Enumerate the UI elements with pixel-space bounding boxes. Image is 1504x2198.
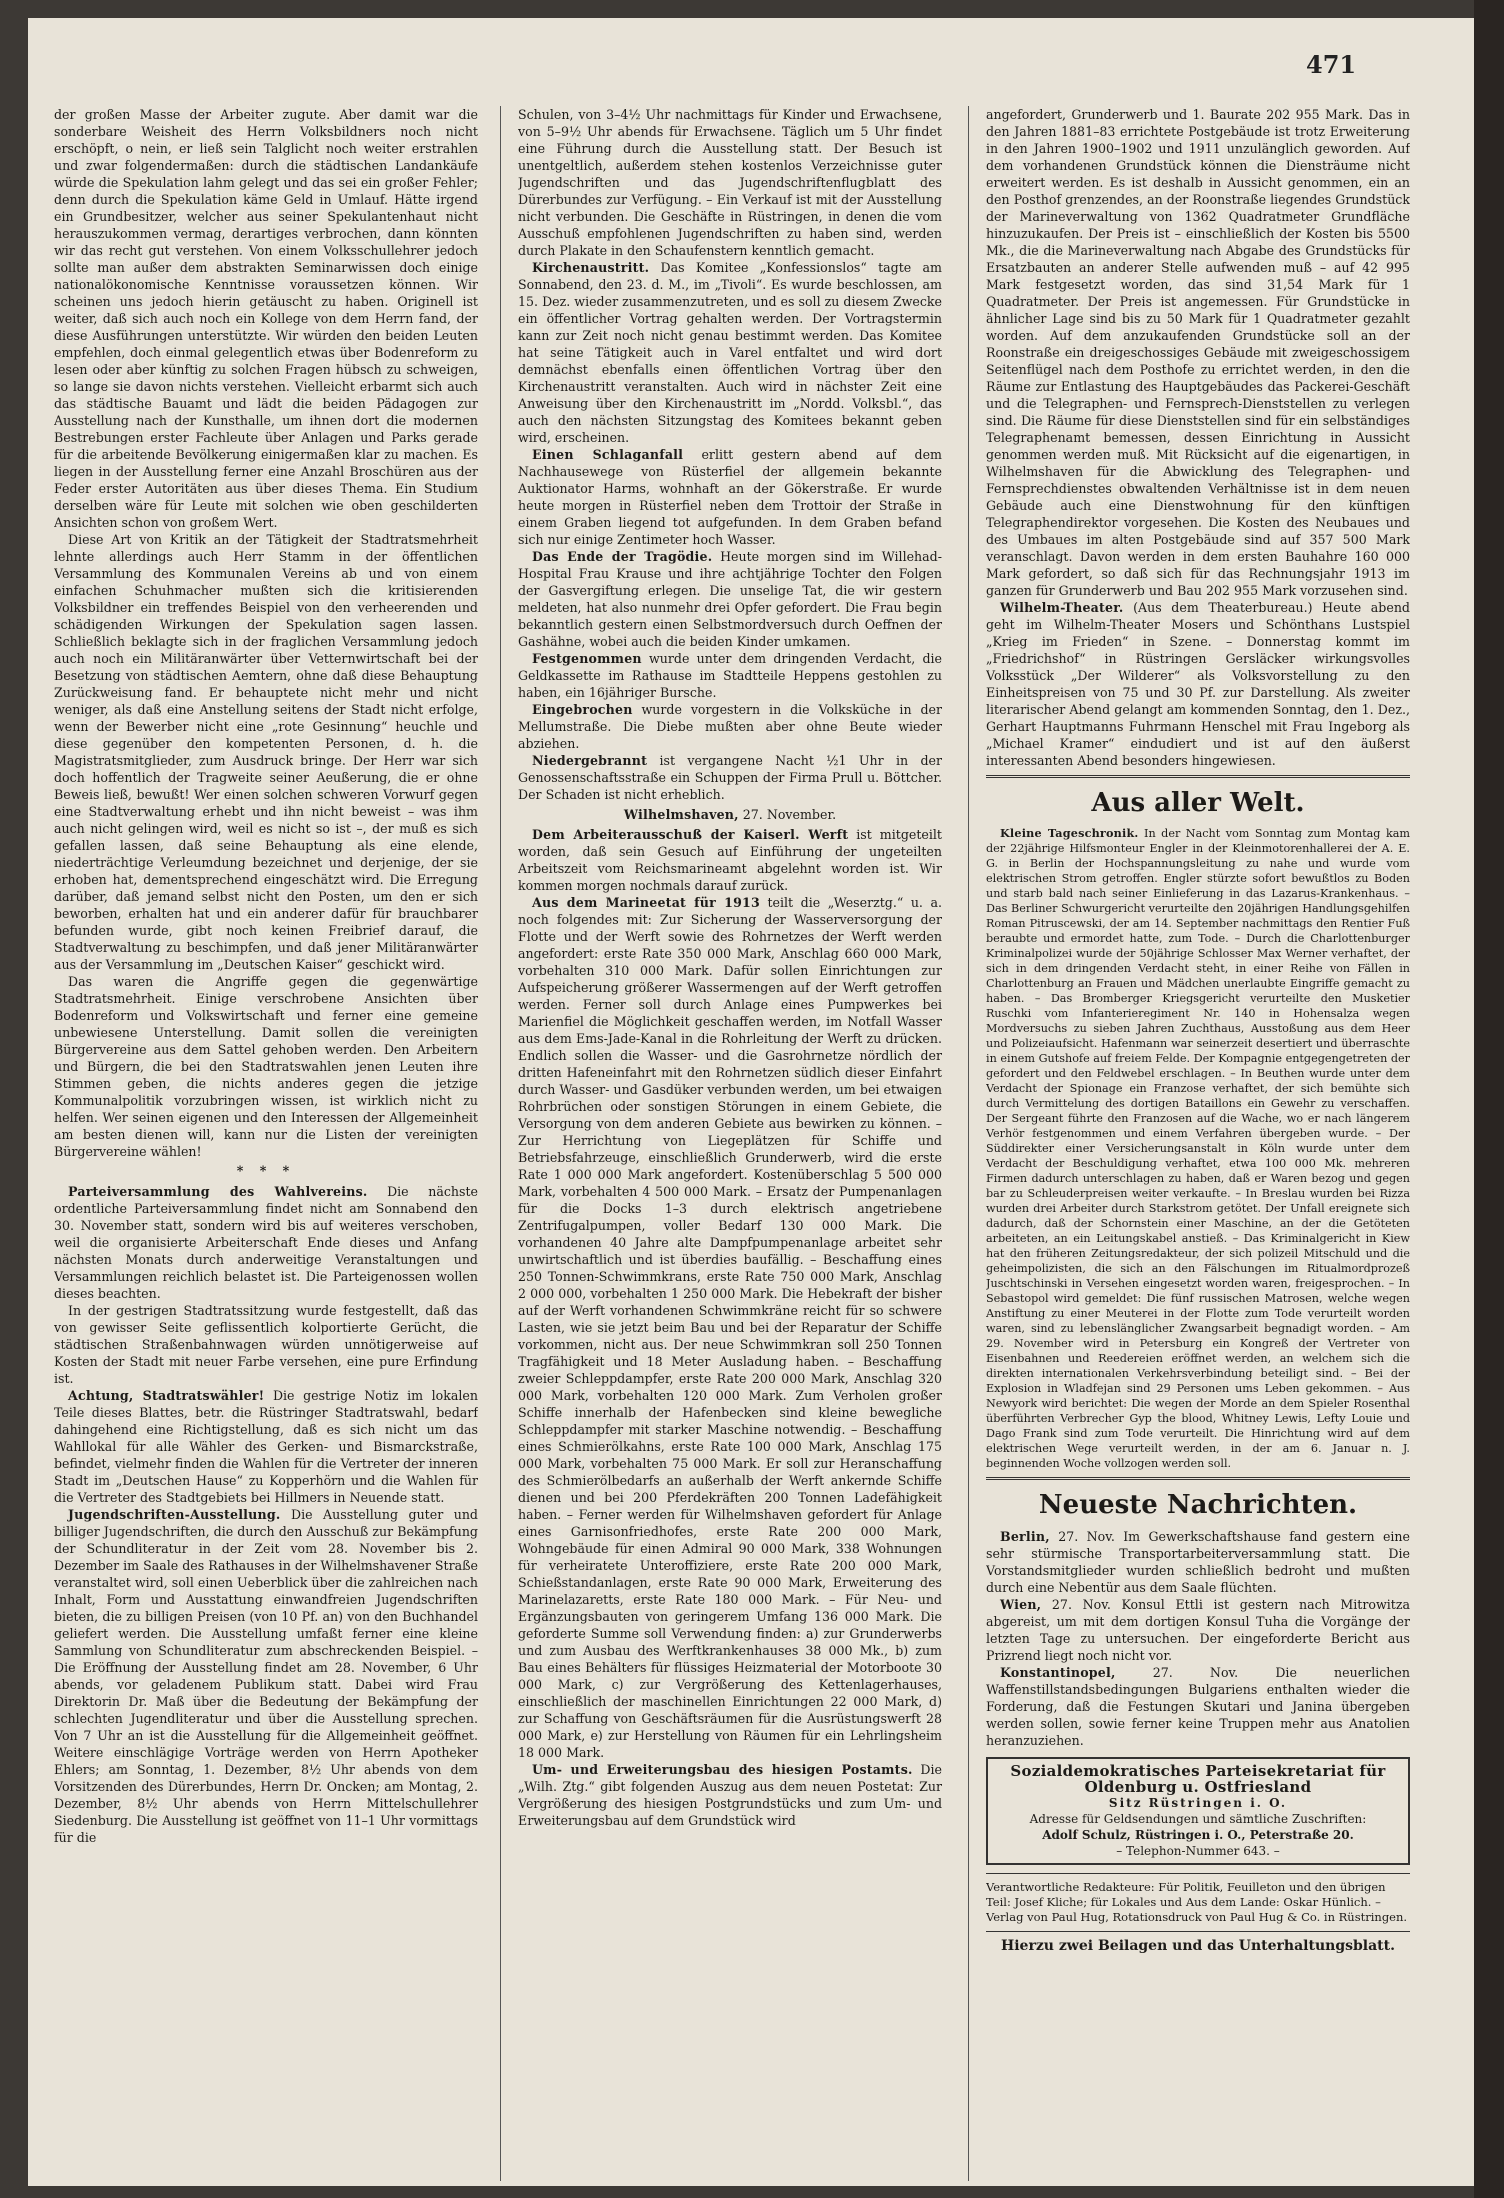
- column-2: [518, 106, 942, 2176]
- box-address-label: Adresse für Geldsendungen und sämtliche Zuschriften:: [1029, 1812, 1367, 1826]
- headline-tragoedie: Das Ende der Tragödie.: [532, 549, 713, 564]
- headline-parteiversammlung: Parteiversammlung des Wahlvereins.: [68, 1184, 368, 1199]
- article-kirchenaustritt: Das Komitee „Konfessionslos“ tagte am Sonnabend, den 23. d. M., im „Tivoli“. Es wurde beschlossen, am 15. Dez. wieder zusammenzutreten, und es soll zu diesem Zwecke ein öffentlicher Vortrag gehalten werden. Der Vortragstermin kann zur Zeit noch nicht genau bestimmt werden. Das Komitee hat seine Tätigkeit auch in Varel entfaltet und wird dort demnächst ebenfalls einen öffentlichen Vortrag über den Kirchenaustritt veranstalten. Auch wird in nächster Zeit eine Anweisung über den Kirchenaustritt im „Nordd. Volksbl.“, das auch den nächsten Sitzungstag des Komitees bekannt geben wird, erscheinen.: [518, 260, 942, 445]
- box-title: Sozialdemokratisches Parteisekretariat für Oldenburg u. Ostfriesland: [1010, 1762, 1386, 1796]
- article-stadtratswaehler: Die gestrige Notiz im lokalen Teile dieses Blattes, betr. die Rüstringer Stadtratswahl, bedarf dahingehend eine Richtigstellung, daß es sich nicht um das Wahllokal für alle Wähler des Gerken- und Bismarckstraße, befindet, vielmehr finden die Wahlen für die Vertreter der inneren Stadt im „Deutschen Hause“ zu Kopperhörn und die Wahlen für die Vertreter des Stadtgebiets bei Hillmers in Neuende statt.: [54, 1388, 478, 1505]
- dateline-place: Wilhelmshaven,: [623, 807, 739, 822]
- box-seat: Sitz Rüstringen i. O.: [1108, 1796, 1288, 1810]
- dateline-date: 27. November.: [742, 807, 837, 822]
- news-berlin: 27. Nov. Im Gewerkschaftshause fand gestern eine sehr stürmische Transportarbeiterversammlung statt. Die Vorstandsmitglieder wurden schließlich bedroht und mußten durch eine Nebentür aus dem Saale flüchten.: [986, 1529, 1410, 1595]
- article-eingebrochen: wurde vorgestern in die Volksküche in der Mellumstraße. Die Diebe mußten aber ohne Beute wieder abziehen.: [518, 702, 942, 751]
- headline-stadtratswaehler: Achtung, Stadtratswähler!: [68, 1388, 265, 1403]
- article-arbeiterausschuss: ist mitgeteilt worden, daß sein Gesuch auf Einführung der ungeteilten Arbeitszeit vom Reichsmarineamt abgelehnt worden ist. Wir kommen morgen nochmals darauf zurück.: [518, 827, 942, 893]
- news-konstantinopel: 27. Nov. Die neuerlichen Waffenstillstandsbedingungen Bulgariens enthalten wieder die Forderung, daß die Festungen Skutari und Janina übergeben werden sollen, sowie ferner keine Truppen mehr aus Anatolien heranzuziehen.: [986, 1665, 1410, 1748]
- col3-paragraph-1: angefordert, Grunderwerb und 1. Baurate 202 955 Mark. Das in den Jahren 1881–83 errichtete Postgebäude ist trotz Erweiterung in den Jahren 1900–1902 und 1911 unzulänglich geworden. Auf dem vorhandenen Grundstück können die Diensträume nicht erweitert werden. Es ist deshalb in Aussicht genommen, ein an den Posthof grenzendes, an der Roonstraße liegendes Grundstück der Marineverwaltung von 1362 Quadratmeter Grundfläche hinzuzukaufen. Der Preis ist – einschließlich der Kosten bis 5500 Mk., die die Marineverwaltung nach Abgabe des Grundstücks für Ersatzbauten an anderer Stelle aufwenden muß – auf 42 995 Mark festgesetzt worden, das sind 31,54 Mark für 1 Quadratmeter. Der Preis ist angemessen. Für Grundstücke in ähnlicher Lage sind bis zu 50 Mark für 1 Quadratmeter gezahlt worden. Auf dem anzukaufenden Grundstücke soll an der Roonstraße ein dreigeschossiges Gebäude mit zweigeschossigem Seitenflügel nach dem Posthofe zu errichtet werden, in den die Räume zur Entlastung des Hauptgebäudes das Packerei-Geschäft und die Telegraphen- und Fernsprech-Dienststellen zu verlegen sind. Die Räume für diese Dienststellen sind für ein selbständiges Telegraphenamt bemessen, dessen Einrichtung in Aussicht genommen werden muß. Mit Rücksicht auf die eigenartigen, in Wilhelmshaven für die Abwicklung des Telegraphen- und Fernsprechdienstes obwaltenden Verhältnisse ist in dem neuen Gebäude auch eine Dienstwohnung für den künftigen Telegraphendirektor vorgesehen. Die Kosten des Neubaues und des Umbaues im alten Postgebäude sind auf 357 500 Mark veranschlagt. Davon werden in dem ersten Bauhahre 160 000 Mark gefordert, so daß sich für das Rechnungsjahr 1913 im ganzen für Grunderwerb und Bau 202 955 Mark vorzusehen sind.: [986, 107, 1410, 598]
- col1-paragraph-2: Diese Art von Kritik an der Tätigkeit der Stadtratsmehrheit lehnte allerdings auch Herr Stamm in der öffentlichen Versammlung des Kommunalen Vereins ab und von einem einfachen Schuhmacher mußten sich die kritisierenden Volksbildner ein treffendes Beispiel von den verheerenden und schädigenden Wirkungen der Spekulation sagen lassen. Schließlich beklagte sich in der fraglichen Versammlung jedoch auch noch ein Militäranwärter über Vetternwirtschaft bei der Besetzung von städtischen Aemtern, ohne daß diese Behauptung Zurückweisung fand. Er behauptete nicht mehr und nicht weniger, als daß eine Anstellung seitens der Stadt nicht erfolge, wenn der Bewerber nicht eine „rote Gesinnung“ heuchle und diese gegenüber den kompetenten Personen, d. h. die Magistratsmitglieder, zum Ausdruck bringe. Der Herr war sich doch hoffentlich der Tragweite seiner Aeußerung, die er ohne Beweis ließ, bewußt! Wer einen solchen schweren Vorwurf gegen eine Stadtverwaltung erhebt und ihn nicht beweist – was ihm auch nicht gelingen wird, weil es nicht so ist –, der muß es sich gefallen lassen, daß seine Behauptung als eine elende, niederträchtige Verleumdung bezeichnet und derjenige, der sie erhoben hat, dementsprechend eingeschätzt wird. Die Erregung darüber, daß jemand selbst nicht den Posten, um den er sich beworben, erhalten hat und ein anderer dafür für brauchbarer befunden wurde, gibt noch keinen Freibrief darauf, die Stadtverwaltung zu beschimpfen, und daß jener Militäranwärter aus der Versammlung im „Deutschen Kaiser“ geschickt wird.: [54, 532, 478, 972]
- section-divider: [986, 1477, 1410, 1480]
- article-marineetat: teilt die „Weserztg.“ u. a. noch folgendes mit: Zur Sicherung der Wasserversorgung der Flotte und der Werft sowie des Rohrnetzes der Werft werden angefordert: erste Rate 350 000 Mark, Anschlag 660 000 Mark, vorbehalten 310 000 Mark. Dafür sollen Einrichtungen zur Aufspeicherung größerer Wassermengen auf der Werft getroffen werden. Ferner soll durch Anlage eines Pumpwerkes bei Marienfiel die Möglichkeit geschaffen werden, im Notfall Wasser aus dem Ems-Jade-Kanal in die Rohrleitung der Werft zu drücken. Endlich sollen die Wasser- und die Gasrohrnetze nördlich der dritten Hafeneinfahrt mit den Rohrnetzen südlich dieser Einfahrt durch Wasser- und Gasdüker verbunden werden, um bei etwaigen Rohrbrüchen oder sonstigen Störungen in einem Gebiete, die Versorgung von dem anderen Gebiete aus bewirken zu können. – Zur Herrichtung von Liegeplätzen für Schiffe und Betriebsfahrzeuge, einschließlich Grunderwerb, wird die erste Rate 1 000 000 Mark angefordert. Kostenüberschlag 5 500 000 Mark, vorbehalten 4 500 000 Mark. – Ersatz der Pumpenanlagen für die Docks 1–3 durch elektrisch angetriebene Zentrifugalpumpen, voller Bedarf 130 000 Mark. Die vorhandenen 40 Jahre alte Dampfpumpenanlage arbeitet sehr unwirtschaftlich und ist überdies baufällig. – Beschaffung eines 250 Tonnen-Schwimmkrans, erste Rate 750 000 Mark, Anschlag 2 000 000, vorbehalten 1 250 000 Mark. Die Hebekraft der bisher auf der Werft vorhandenen Schwimmkräne reicht für so schwere Lasten, wie sie jetzt beim Bau und bei der Reparatur der Schiffe vorkommen, nicht aus. Der neue Schwimmkran soll 250 Tonnen Tragfähigkeit und 18 Meter Ausladung haben. – Beschaffung zweier Schleppdampfer, erste Rate 200 000 Mark, Anschlag 320 000 Mark, vorbehalten 120 000 Mark. Zum Verholen großer Schiffe innerhalb der Hafenbecken sind kleine bewegliche Schleppdampfer mit starker Maschine notwendig. – Beschaffung eines Schmierölkahns, erste Rate 100 000 Mark, Anschlag 175 000 Mark, vorbehalten 75 000 Mark. Er soll zur Heranschaffung des Schmierölbedarfs an außerhalb der Werft ankernde Schiffe dienen und bei 200 Pferdekräften 200 Tonnen Ladefähigkeit haben. – Ferner werden für Wilhelmshaven gefordert für Anlage eines Garnisonfriedhofes, erste Rate 200 000 Mark, Wohngebäude für einen Admiral 90 000 Mark, 338 Wohnungen für verheiratete Unteroffiziere, erste Rate 200 000 Mark, Schießstandanlagen, erste Rate 90 000 Mark, Erweiterung des Marinelazaretts, erste Rate 180 000 Mark. – Für Neu- und Ergänzungsbauten von geringerem Umfang 136 000 Mark. Die geforderte Summe soll Verwendung finden: a) zur Grunderwerbs und zum Ausbau des Werftkrankenhauses 38 000 Mk., b) zum Bau eines Behälters für flüssiges Heizmaterial der Motorboote 30 000 Mark, c) zur Vergrößerung des Kettenlagerhauses, einschließlich der maschinellen Einrichtungen 22 000 Mark, d) zur Schaffung von Geschäftsräumen für die Ausrüstungswerft 28 000 Mark, e) zur Herstellung von Räumen für ein Lehrlingsheim 18 000 Mark.: [518, 895, 942, 1760]
- article-schlaganfall: erlitt gestern abend auf dem Nachhausewege von Rüsterfiel der allgemein bekannte Auktionator Harms, wohnhaft an der Gökerstraße. Er wurde heute morgen in Rüsterfiel neben dem Trottoir der Straße in einem Graben liegend tot aufgefunden. In dem Graben befand sich nur einige Zentimeter hoch Wasser.: [518, 447, 942, 547]
- binding-edge: [1474, 0, 1504, 2198]
- newspaper-page: [28, 18, 1474, 2186]
- box-address: Adolf Schulz, Rüstringen i. O., Peterstraße 20.: [1042, 1828, 1354, 1842]
- headline-marineetat: Aus dem Marineetat für 1913: [532, 895, 760, 910]
- section-separator-stars: * * *: [236, 1163, 296, 1178]
- article-postamt: Die „Wilh. Ztg.“ gibt folgenden Auszug aus dem neuen Postetat: Zur Vergrößerung des hiesigen Postgrundstücks und zum Um- und Erweiterungsbau auf dem Grundstück wird: [518, 1762, 942, 1828]
- section-divider: [986, 775, 1410, 778]
- section-title-neueste-nachrichten: Neueste Nachrichten.: [1038, 1490, 1358, 1520]
- column-3: [986, 106, 1410, 2176]
- news-place-berlin: Berlin,: [1000, 1529, 1050, 1544]
- article-wilhelm-theater: (Aus dem Theaterbureau.) Heute abend geht im Wilhelm-Theater Mosers und Schönthans Lustspiel „Krieg im Frieden“ in Szene. – Donnerstag kommt im „Friedrichshof“ in Rüstringen Gersläcker wirkungsvolles Volksstück „Der Wilderer“ als Volksvorstellung zu den Einheitspreisen von 75 und 30 Pf. zur Darstellung. Als zweiter literarischer Abend gelangt am kommenden Sonntag, den 1. Dez., Gerhart Hauptmanns Fuhrmann Henschel mit Frau Ingeborg als „Michael Kramer“ eindudiert und ist auf den äußerst interessanten Abend besonders hingewiesen.: [986, 600, 1410, 768]
- article-tageschronik: In der Nacht vom Sonntag zum Montag kam der 22jährige Hilfsmonteur Engler in der Kleinmotorenhallerei der A. E. G. in Berlin der Hochspannungsleitung zu nahe und wurde vom elektrischen Strom getroffen. Engler stürzte sofort bewußtlos zu Boden und starb bald nach seiner Einlieferung in das Lazarus-Krankenhaus. – Das Berliner Schwurgericht verurteilte den 20jährigen Handlungsgehilfen Roman Pitruscewski, der am 14. September nachmittags den Rentier Fuß beraubte und ermordet hatte, zum Tode. – Durch die Charlottenburger Kriminalpolizei wurde der 50jährige Schlosser Max Werner verhaftet, der sich in dem dringenden Verdacht steht, in einer Reihe von Fällen in Charlottenburg an Frauen und Mädchen unerlaubte Eingriffe gemacht zu haben. – Das Bromberger Kriegsgericht verurteilte den Musketier Ruschki vom Infanterieregiment Nr. 140 in Hohensalza wegen Mordversuchs zu sieben Jahren Zuchthaus, Ausstoßung aus dem Heer und Polizeiaufsicht. Hafenmann war seinerzeit desertiert und überraschte in einem Gutshofe auf freiem Felde. Der Kompagnie entgegengetreten der gefordert und den Feldwebel erschlagen. – In Beuthen wurde unter dem Verdacht der Spionage ein Franzose verhaftet, der sich bemühte sich durch Vermittelung des dortigen Bataillons ein Gewehr zu verschaffen. Der Sergeant führte den Franzosen auf die Wache, wo er nach längerem Verhör festgenommen und einem Verfahren übergeben wurde. – Der Süddirekter einer Versicherungsanstalt in Köln wurde unter dem Verdacht der Beschuldigung verhaftet, etwa 100 000 Mk. mehreren Firmen dadurch unterschlagen zu haben, daß er Waren bezog und gegen bar zu Schleuderpreisen weiter verkaufte. – In Breslau wurden bei Rizza wurden drei Arbeiter durch Starkstrom getötet. Der Unfall ereignete sich dadurch, daß der Schornstein einer Maschine, an der die Getöteten arbeiteten, an ein Leitungskabel anstieß. – Das Kriminalgericht in Kiew hat den früheren Zeitungsredakteur, der sich polizeil Mitschuld und die geheimpolizisten, die sich an den Fälschungen im Ritualmordprozeß Juschtschinski in Versehen eingesetzt worden waren, freigesprochen. – In Sebastopol wird gemeldet: Die fünf russischen Matrosen, welche wegen Anstiftung zu einer Meuterei in der Flotte zum Tode verurteilt worden waren, sind zu lebenslänglicher Zwangsarbeit begnadigt worden. – Am 29. November wird in Petersburg ein Kongreß der Vertreter von Eisenbahnen und Reedereien eröffnet werden, an welchem sich die direkten internationalen Verkehrsverbindung beteiligt sind. – Bei der Explosion in Wladfejan sind 29 Personen ums Leben gekommen. – Aus Newyork wird berichtet: Die wegen der Morde an dem Spieler Rosenthal überführten Verbrecher Gyp the blood, Whitney Lewis, Lefty Louie und Dago Frank sind zum Tode verurteilt. Die Hinrichtung wird auf dem elektrischen Wege verurteilt werden, in der am 6. Januar n. J. beginnenden Woche vollzogen werden soll.: [986, 827, 1410, 1470]
- headline-eingebrochen: Eingebrochen: [532, 702, 633, 717]
- headline-jugendschriften: Jugendschriften-Ausstellung.: [68, 1507, 281, 1522]
- headline-postamt: Um- und Erweiterungsbau des hiesigen Postamts.: [532, 1762, 913, 1777]
- article-parteiversammlung: Die nächste ordentliche Parteiversammlung findet nicht am Sonnabend den 30. November statt, sondern wird bis auf weiteres verschoben, weil die organisierte Arbeiterschaft Ende dieses und Anfang nächsten Monats durch anderweitige Veranstaltungen und Versammlungen reichlich belastet ist. Die Parteigenossen wollen dieses beachten.: [54, 1184, 478, 1301]
- imprint-divider: [986, 1931, 1410, 1932]
- article-stadtratssitzung: In der gestrigen Stadtratssitzung wurde festgestellt, daß das von gewisser Seite geflissentlich kolportierte Gerücht, die städtischen Straßenbahnwagen würden unnötigerweise auf Kosten der Stadt mit neuer Farbe versehen, eine pure Erfindung ist.: [54, 1303, 478, 1386]
- column-rule-1: [500, 106, 501, 2181]
- headline-arbeiterausschuss: Dem Arbeiterausschuß der Kaiserl. Werft: [532, 827, 849, 842]
- party-secretariat-box: [986, 1757, 1410, 1865]
- headline-schlaganfall: Einen Schlaganfall: [532, 447, 684, 462]
- article-jugendschriften: Die Ausstellung guter und billiger Jugendschriften, die durch den Ausschuß zur Bekämpfung der Schundliteratur in der Zeit vom 28. November bis 2. Dezember im Saale des Rathauses in der Wilhelmshavener Straße veranstaltet wird, soll einen Ueberblick über die zahlreichen nach Inhalt, Form und Ausstattung einwandfreien Jugendschriften bieten, die zu billigen Preisen (von 10 Pf. an) von den Buchhandel geliefert werden. Die Ausstellung umfaßt ferner eine kleine Sammlung von Schundliteratur zum abschreckenden Beispiel. – Die Eröffnung der Ausstellung findet am 28. November, 6 Uhr abends, vor geladenem Publikum statt. Dabei wird Frau Direktorin Dr. Maß über die Bedeutung der Bekämpfung der schlechten Jugendliteratur und über die Ausstellung sprechen. Von 7 Uhr an ist die Ausstellung für die Allgemeinheit geöffnet. Weitere einschlägige Vorträge werden von Herrn Apotheker Ehlers; am Sonntag, 1. Dezember, 8½ Uhr abends von dem Vorsitzenden des Dürerbundes, Herrn Dr. Oncken; am Montag, 2. Dezember, 8½ Uhr abends von Herrn Mittelschullehrer Siedenburg. Die Ausstellung ist geöffnet von 11–1 Uhr vormittags für die: [54, 1507, 478, 1845]
- headline-kirchenaustritt: Kirchenaustritt.: [532, 260, 650, 275]
- col2-paragraph-1: Schulen, von 3–4½ Uhr nachmittags für Kinder und Erwachsene, von 5–9½ Uhr abends für Erwachsene. Täglich um 5 Uhr findet eine Führung durch die Ausstellung statt. Der Besuch ist unentgeltlich, außerdem stehen kostenlos Verzeichnisse guter Jugendschriften und das Jugendschriftenflugblatt des Dürerbundes zur Verfügung. – Ein Verkauf ist mit der Ausstellung nicht verbunden. Die Geschäfte in Rüstringen, in denen die vom Ausschuß empfohlenen Jugendschriften zu haben sind, werden durch Plakate in den Schaufenstern kenntlich gemacht.: [518, 107, 942, 258]
- headline-niedergebrannt: Niedergebrannt: [532, 753, 648, 768]
- imprint-divider: [986, 1873, 1410, 1874]
- imprint: Verantwortliche Redakteure: Für Politik, Feuilleton und den übrigen Teil: Josef Kliche; für Lokales und Aus dem Lande: Oskar Hünlich. – Verlag von Paul Hug, Rotationsdruck von Paul Hug & Co. in Rüstringen.: [986, 1880, 1408, 1924]
- supplement-note: Hierzu zwei Beilagen und das Unterhaltungsblatt.: [1001, 1938, 1395, 1954]
- news-wien: 27. Nov. Konsul Ettli ist gestern nach Mitrowitza abgereist, um mit dem dortigen Konsul Tuha die Vorgänge der letzten Tage zu untersuchen. Der eingeforderte Bericht aus Prizrend liegt noch nicht vor.: [986, 1597, 1410, 1663]
- headline-festgenommen: Festgenommen: [532, 651, 642, 666]
- box-telephone: – Telephon-Nummer 643. –: [1116, 1844, 1280, 1858]
- article-niedergebrannt: ist vergangene Nacht ½1 Uhr in der Genossenschaftsstraße ein Schuppen der Firma Prull u. Böttcher. Der Schaden ist nicht erheblich.: [518, 753, 942, 802]
- article-festgenommen: wurde unter dem dringenden Verdacht, die Geldkassette im Rathause im Stadtteile Heppens gestohlen zu haben, ein 16jähriger Bursche.: [518, 651, 942, 700]
- col1-paragraph-3: Das waren die Angriffe gegen die gegenwärtige Stadtratsmehrheit. Einige verschrobene Ansichten über Bodenreform und Volkswirtschaft und ferner eine gemeine unbewiesene Unterstellung. Damit sollen die vereinigten Bürgervereine aus dem Sattel gehoben werden. Den Arbeitern und Bürgern, die bei den Stadtratswahlen jenen Leuten ihre Stimmen geben, die nichts anderes gegen die jetzige Kommunalpolitik vorzubringen wissen, ist wirklich nicht zu helfen. Wer seinen eigenen und den Interessen der Allgemeinheit am besten dienen will, kann nur die Listen der vereinigten Bürgervereine wählen!: [54, 974, 478, 1159]
- article-tragoedie: Heute morgen sind im Willehad-Hospital Frau Krause und ihre achtjährige Tochter den Folgen der Gasvergiftung erlegen. Die unselige Tat, die wir gestern meldeten, hat also nunmehr drei Opfer gefordert. Die Frau begin bekanntlich gestern einen Selbstmordversuch durch Oeffnen der Gashähne, wobei auch die beiden Kinder umkamen.: [518, 549, 942, 649]
- column-rule-2: [968, 106, 969, 2181]
- page-number: 471: [1306, 50, 1357, 79]
- headline-tageschronik: Kleine Tageschronik.: [1000, 826, 1139, 840]
- headline-wilhelm-theater: Wilhelm-Theater.: [1000, 600, 1124, 615]
- column-1: [54, 106, 478, 2176]
- col1-paragraph-1: der großen Masse der Arbeiter zugute. Aber damit war die sonderbare Weisheit des Herrn Volksbildners noch nicht erschöpft, o nein, er ließ sein Talglicht noch weiter erstrahlen und zwar folgendermaßen: durch die städtischen Landankäufe würde die Spekulation lahm gelegt und das sei ein großer Fehler; denn durch die Spekulation käme Geld in Umlauf. Hätte irgend ein Grundbesitzer, welcher aus seiner Spekulantenhaut nicht herauszukommen vermag, derartiges verbrochen, dann könnten wir das recht gut verstehen. Von einem Volksschullehrer jedoch sollte man außer dem abstrakten Seminarwissen doch einige nationalökonomische Kenntnisse voraussetzen können. Wir scheinen uns jedoch hierin getäuscht zu haben. Originell ist weiter, daß sich auch noch ein Kollege von dem Herrn fand, der diese Ausführungen unterstützte. Wir würden den beiden Leuten empfehlen, doch einmal gelegentlich etwas über Bodenreform zu lesen oder aber künftig zu solchen Fragen hübsch zu schweigen, so lange sie davon nichts verstehen. Vielleicht erbarmt sich auch das städtische Bauamt und lädt die beiden Pädagogen zur Ausstellung nach der Kunsthalle, um ihnen dort die modernen Bestrebungen erster Fachleute über Anlagen und Parks gerade für die arbeitende Bevölkerung einigermaßen klar zu machen. Es liegen in der Ausstellung ferner eine Anzahl Broschüren aus der Feder erster Autoritäten aus über dieses Thema. Ein Studium derselben wäre für Leute mit solchen wie oben geschilderten Ansichten schon von großem Wert.: [54, 107, 478, 530]
- news-place-konstantinopel: Konstantinopel,: [1000, 1665, 1116, 1680]
- section-title-aus-aller-welt: Aus aller Welt.: [1091, 788, 1305, 818]
- news-place-wien: Wien,: [1000, 1597, 1042, 1612]
